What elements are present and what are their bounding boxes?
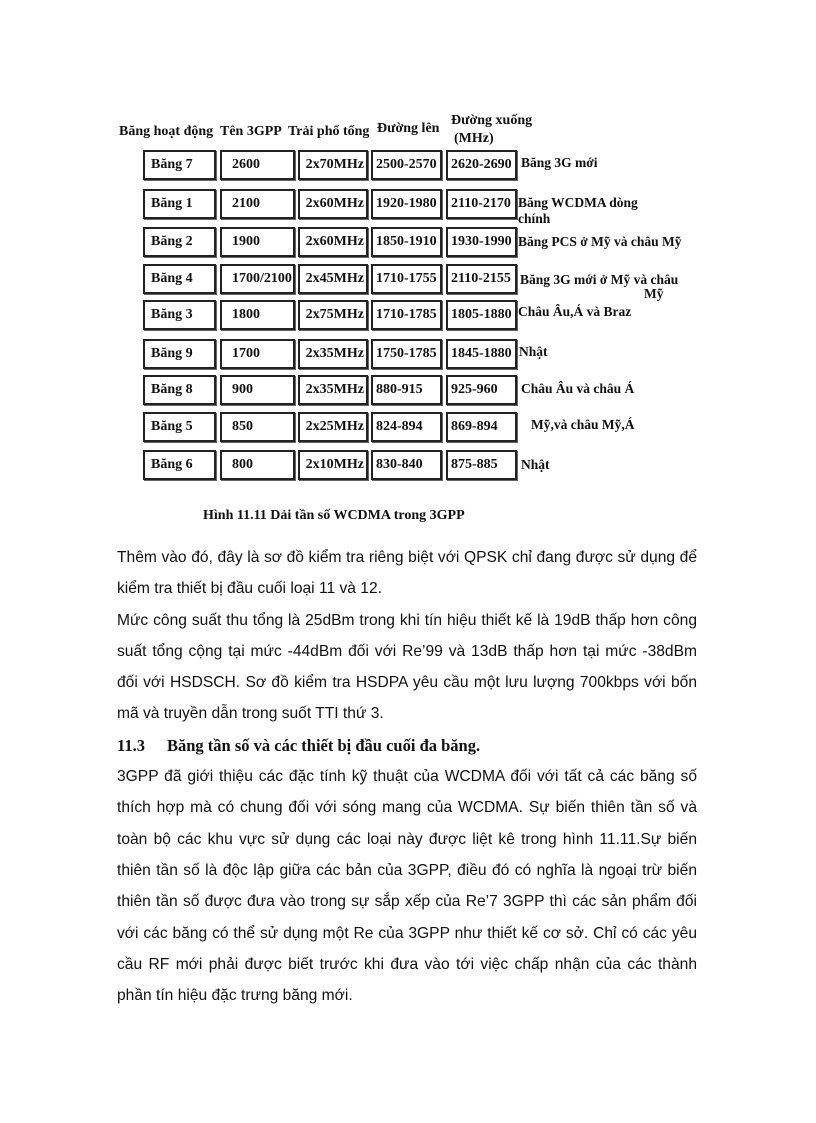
section-heading (117, 730, 697, 761)
table-cell-name-3gpp: 2600 (220, 150, 295, 180)
table-cell-band: Băng 5 (143, 412, 216, 442)
table-region-note (521, 155, 598, 171)
paragraph-bands: 3GPP đã giới thiệu các đặc tính kỹ thuật của WCDMA đối với tất cả các băng số thích hợp mà có chung đối với sóng mang của WCDMA. Sự biến thiên tần số và toàn bộ các khu vực sử dụng các loại này được liệt kê trong hình 11.11.Sự biến thiên tần số là độc lập giữa các bản của 3GPP, điều đó có nghĩa là ngoại trừ biến thiên tần số được đưa vào trong sự sắp xếp của Re’7 3GPP thì các sản phẩm đối với các băng có thể sử dụng một Re của 3GPP như thiết kế cơ sở. Chỉ có các yêu cầu RF mới phải được biết trước khi đưa vào tới việc chấp nhận của các thành phần tín hiệu đặc trưng băng mới. (117, 768, 697, 1005)
table-cell-band: Băng 1 (143, 189, 216, 219)
region-line-1: Nhật (519, 344, 548, 359)
table-cell-band: Băng 6 (143, 450, 216, 480)
table-cell-downlink: 925-960 (446, 375, 517, 405)
table-cell-downlink: 1805-1880 (446, 300, 517, 330)
table-cell-uplink: 1710-1785 (371, 300, 442, 330)
table-cell-downlink: 2620-2690 (446, 150, 517, 180)
header-downlink: Đường xuống (451, 113, 533, 128)
table-cell-band: Băng 3 (143, 300, 216, 330)
table-region-note (521, 457, 550, 473)
table-region-note (519, 344, 548, 360)
region-line-1: Nhật (521, 457, 550, 472)
table-cell-uplink: 1850-1910 (371, 227, 442, 257)
table-cell-bandwidth: 2x10MHz (298, 450, 368, 480)
header-3gpp-name: Tên 3GPP (220, 124, 282, 139)
paragraph-qpsk: Thêm vào đó, đây là sơ đồ kiểm tra riêng biệt với QPSK chỉ đang được sử dụng để kiểm tra thiết bị đầu cuối loại 11 và 12. (117, 549, 697, 598)
region-line-1: Băng 3G mới (521, 155, 598, 170)
band-table-figure (0, 0, 816, 540)
table-cell-uplink: 1750-1785 (371, 339, 442, 369)
region-line-1: Mỹ,và châu Mỹ,Á (531, 417, 635, 432)
table-region-note (518, 304, 631, 320)
table-cell-downlink: 2110-2170 (446, 189, 517, 219)
header-total-bandwidth: Trải phổ tổng (288, 124, 370, 139)
table-cell-downlink: 2110-2155 (446, 264, 517, 294)
body-text (117, 542, 697, 1011)
table-cell-name-3gpp: 1700/2100 (220, 264, 295, 294)
table-cell-bandwidth: 2x60MHz (298, 189, 368, 219)
table-cell-downlink: 869-894 (446, 412, 517, 442)
table-cell-downlink: 1930-1990 (446, 227, 517, 257)
table-region-note (521, 381, 634, 397)
table-region-note (531, 417, 635, 433)
table-cell-bandwidth: 2x70MHz (298, 150, 368, 180)
table-region-note (520, 272, 678, 302)
table-cell-uplink: 1710-1755 (371, 264, 442, 294)
table-cell-bandwidth: 2x75MHz (298, 300, 368, 330)
table-cell-name-3gpp: 1700 (220, 339, 295, 369)
table-cell-band: Băng 9 (143, 339, 216, 369)
table-cell-band: Băng 8 (143, 375, 216, 405)
table-cell-name-3gpp: 2100 (220, 189, 295, 219)
section-title: Băng tần số và các thiết bị đầu cuối đa băng. (167, 735, 481, 755)
table-cell-uplink: 1920-1980 (371, 189, 442, 219)
table-cell-band: Băng 7 (143, 150, 216, 180)
header-downlink-unit: (MHz) (454, 131, 494, 146)
table-cell-name-3gpp: 900 (220, 375, 295, 405)
table-cell-name-3gpp: 800 (220, 450, 295, 480)
region-line-2: chính (518, 211, 551, 226)
table-cell-bandwidth: 2x35MHz (298, 339, 368, 369)
table-cell-band: Băng 4 (143, 264, 216, 294)
table-cell-downlink: 1845-1880 (446, 339, 517, 369)
table-cell-name-3gpp: 850 (220, 412, 295, 442)
table-cell-bandwidth: 2x25MHz (298, 412, 368, 442)
table-region-note (518, 195, 638, 227)
table-cell-bandwidth: 2x60MHz (298, 227, 368, 257)
section-number: 11.3 (117, 735, 145, 755)
region-line-2: Mỹ (644, 286, 664, 301)
table-cell-bandwidth: 2x35MHz (298, 375, 368, 405)
table-cell-name-3gpp: 1800 (220, 300, 295, 330)
region-line-1: Châu Âu và châu Á (521, 381, 635, 396)
table-cell-downlink: 875-885 (446, 450, 517, 480)
table-cell-uplink: 2500-2570 (371, 150, 442, 180)
table-cell-uplink: 830-840 (371, 450, 442, 480)
region-line-1: Băng 3G mới ở Mỹ và châu (520, 272, 679, 287)
table-cell-uplink: 880-915 (371, 375, 442, 405)
paragraph-power: Mức công suất thu tổng là 25dBm trong khi tín hiệu thiết kế là 19dB thấp hơn công suất tổng cộng tại mức -44dBm đối với Re’99 và 13dB thấp hơn tại mức -38dBm đối với HSDSCH. Sơ đồ kiểm tra HSDPA yêu cầu một lưu lượng 700kbps với bốn mã và truyền dẫn trong suốt TTI thứ 3. (117, 611, 697, 723)
header-band: Băng hoạt động (119, 124, 214, 139)
figure-caption: Hình 11.11 Dải tần số WCDMA trong 3GPP (203, 508, 465, 523)
table-cell-uplink: 824-894 (371, 412, 442, 442)
table-cell-bandwidth: 2x45MHz (298, 264, 368, 294)
region-line-1: Băng PCS ở Mỹ và châu Mỹ (518, 234, 682, 249)
region-line-1: Băng WCDMA dòng (518, 195, 638, 210)
header-uplink: Đường lên (377, 121, 440, 136)
region-line-1: Châu Âu,Á và Braz (518, 304, 632, 319)
table-cell-band: Băng 2 (143, 227, 216, 257)
table-region-note (518, 234, 681, 250)
table-cell-name-3gpp: 1900 (220, 227, 295, 257)
